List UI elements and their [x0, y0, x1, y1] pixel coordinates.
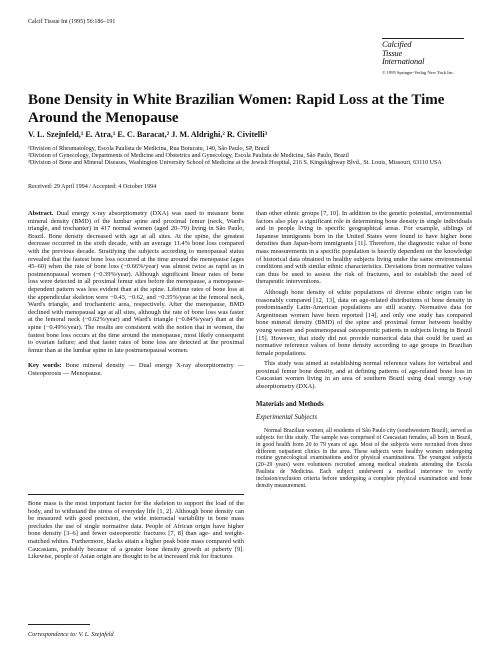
right-paragraph-3: This study was aimed at establishing normal reference values for vertebral and proximal femur bone density, and at defining patterns of age-related bone loss in Caucasian women living in an area of southern Brazil using dual energy x-ray absorptiometry (DXA). — [256, 360, 472, 391]
abstract-label: Abstract. — [28, 210, 54, 217]
logo-line-2: Tissue — [382, 47, 403, 58]
logo-line-3: International — [382, 56, 425, 66]
affiliations — [28, 146, 468, 168]
intro-paragraph: Bone mass is the most important factor for the skeleton to support the load of the body, and to withstand the stress of everyday life [1, 2]. Although bone density can be measured with good precision, the wide interracial variability in bone mass precludes the use of single normative data. People of African origin have higher bone density [3–6] and fewer osteoporotic fractures [7, 8] than age- and weight-matched whites. Furthermore, blacks attain a higher peak bone mass compared with Caucasians, probably because of a greater bone density growth at puberty [9]. Likewise, people of Asian origin are thought to be at increased risk for fractures — [28, 500, 244, 561]
right-column — [256, 210, 472, 490]
methods-heading: Materials and Methods — [256, 400, 324, 408]
abstract-block — [28, 210, 244, 377]
affiliation-2: ²Division of Gynecology, Departments of Medicine and Obstetrics and Gynecology, Escola Paulista de Medicina, São Paulo, Brazil — [28, 153, 349, 160]
article-title: Bone Density in White Brazilian Women: Rapid Loss at the Time Around the Menopause — [28, 92, 445, 126]
article-authors: V. L. Szejnfeld,¹ E. Atra,¹ E. C. Baracat,² J. M. Aldrighi,² R. Civitelli³ — [28, 130, 268, 139]
affiliation-3: ³Division of Bone and Mineral Diseases, Washington University School of Medicine at the Jewish Hospital, 216 S. Kingshighway Blvd., St. Louis, Missouri, 63110 USA — [28, 160, 442, 167]
journal-citation: Calcif Tissue Int (1995) 56:186–191 — [28, 19, 116, 25]
received-dates: Received: 29 April 1994 / Accepted: 4 October 1994 — [28, 184, 157, 190]
subjects-paragraph: Normal Brazilian women, all residents of São Paulo city (southwestern Brazil), served as subjects for this study. The sample was comprised of Caucasian females, all born in Brazil, in good health from 20 to 79 years of age. Most of the subjects were recruited from three different outpatient clinics in the area. These subjects were healthy women undergoing routine gynecological examinations and/or physical examinations. The youngest subjects (20–29 years) were volunteers recruited among medical students attending the Escola Paulista de Medicina. Each subject underwent a medical interview to verify inclusion/exclusion criteria before undergoing a complete physical examination and bone density measurement. — [256, 427, 472, 490]
keywords — [28, 362, 244, 377]
correspondence-footnote: Correspondence to: V. L. Szejnfeld — [28, 631, 114, 638]
logo-copyright: © 1995 Springer-Verlag New York Inc. — [382, 70, 455, 75]
logo-line-1: Calcified — [382, 39, 412, 49]
footnote-rule — [28, 624, 90, 625]
abstract-divider — [28, 494, 244, 495]
keywords-text: Bone mineral density — Dual energy X-ray absorptiometry — Osteoporosis — Menopause. — [28, 362, 244, 377]
logo-rule-top — [382, 38, 464, 39]
abstract-paragraph — [28, 210, 244, 354]
subjects-block — [256, 428, 472, 490]
keywords-label: Key words: — [28, 362, 62, 370]
right-paragraph-2: Although bone density of white populations of diverse ethnic origin can be reasonably compared [12, 13], data on age-related distributions of bone density in predominantly Latin-American populations are still scanty. Normative data for Argentinean women have been reported [14], and only one study has compared bone mineral density (BMD) of the spine and proximal femur between healthy young women and postmenopausal osteoporotic patients in subjects living in Brazil [15]. However, that study did not provide numerical data that could be used as normative reference values of bone density according to age groups in Brazilian female populations. — [256, 288, 472, 357]
subjects-heading: Experimental Subjects — [256, 414, 317, 422]
right-paragraph-1: than other ethnic groups [7, 10]. In addition to the genetic potential, environmental factors also play a significant role in determining bone density in single individuals and in people living in specific geographical areas. For example, siblings of Japanese immigrants born in the United States were found to have higher bone densities than Japan-born immigrants [11]. Therefore, the diagnostic value of bone mass measurements in a specific population is heavily dependent on the knowledge of historical data obtained in healthy subjects living under the same environmental conditions and with similar ethnic characteristics. Deviations from normative values can thus be used to assess the risk of fractures, and to establish the need of therapeutic interventions. — [256, 210, 472, 286]
journal-logo — [382, 38, 464, 75]
intro-left-block — [28, 500, 244, 564]
affiliation-1: ¹Division of Rheumatology, Escola Paulista de Medicina, Rua Botucatu, 140, São Paulo, SP, Brazil — [28, 146, 270, 152]
abstract-text: Dual energy x-ray absorptiometry (DXA) was used to measure bone mineral density (BMD) of the lumbar spine and proximal femur (neck, Ward's triangle, and trochanter) in 417 normal women (aged 20–79) living in São Paulo, Brazil. Bone density decreased with age at all sites. At the spine, the greatest decrease occurred in the sixth decade, with an average 11.4% bone loss compared with the previous decade. Stratifying the subjects according to menopausal status revealed that the fastest bone loss occurred at the time around the menopause (ages 45–60) when the rate of bone loss (−0.66%/year) was almost twice as rapid as in postmenopausal women (−0.39%/year). Although significant linear rates of bone loss were detected in all proximal femur sites before the menopause, a menopause-dependent pattern was less evident than at the spine. Lifetime rates of bone loss at the appendicular skeleton were −0.43, −0.62, and −0.35%/year at the femoral neck, Ward's triangle, and trochanteric area, respectively. After the menopause, BMD declined with menopausal age at all sites, although the rate of bone loss was faster at the femoral neck (−0.62%/year) and Ward's triangle (−0.84%/year) than at the spine (−0.49%/year). The results are consistent with the notion that in women, the fastest bone loss occurs at the time around the menopause, most likely consequent to ovarian failure; and that faster rates of bone loss are detected at the proximal femur than at the lumbar spine in late postmenopausal women. — [28, 210, 244, 354]
